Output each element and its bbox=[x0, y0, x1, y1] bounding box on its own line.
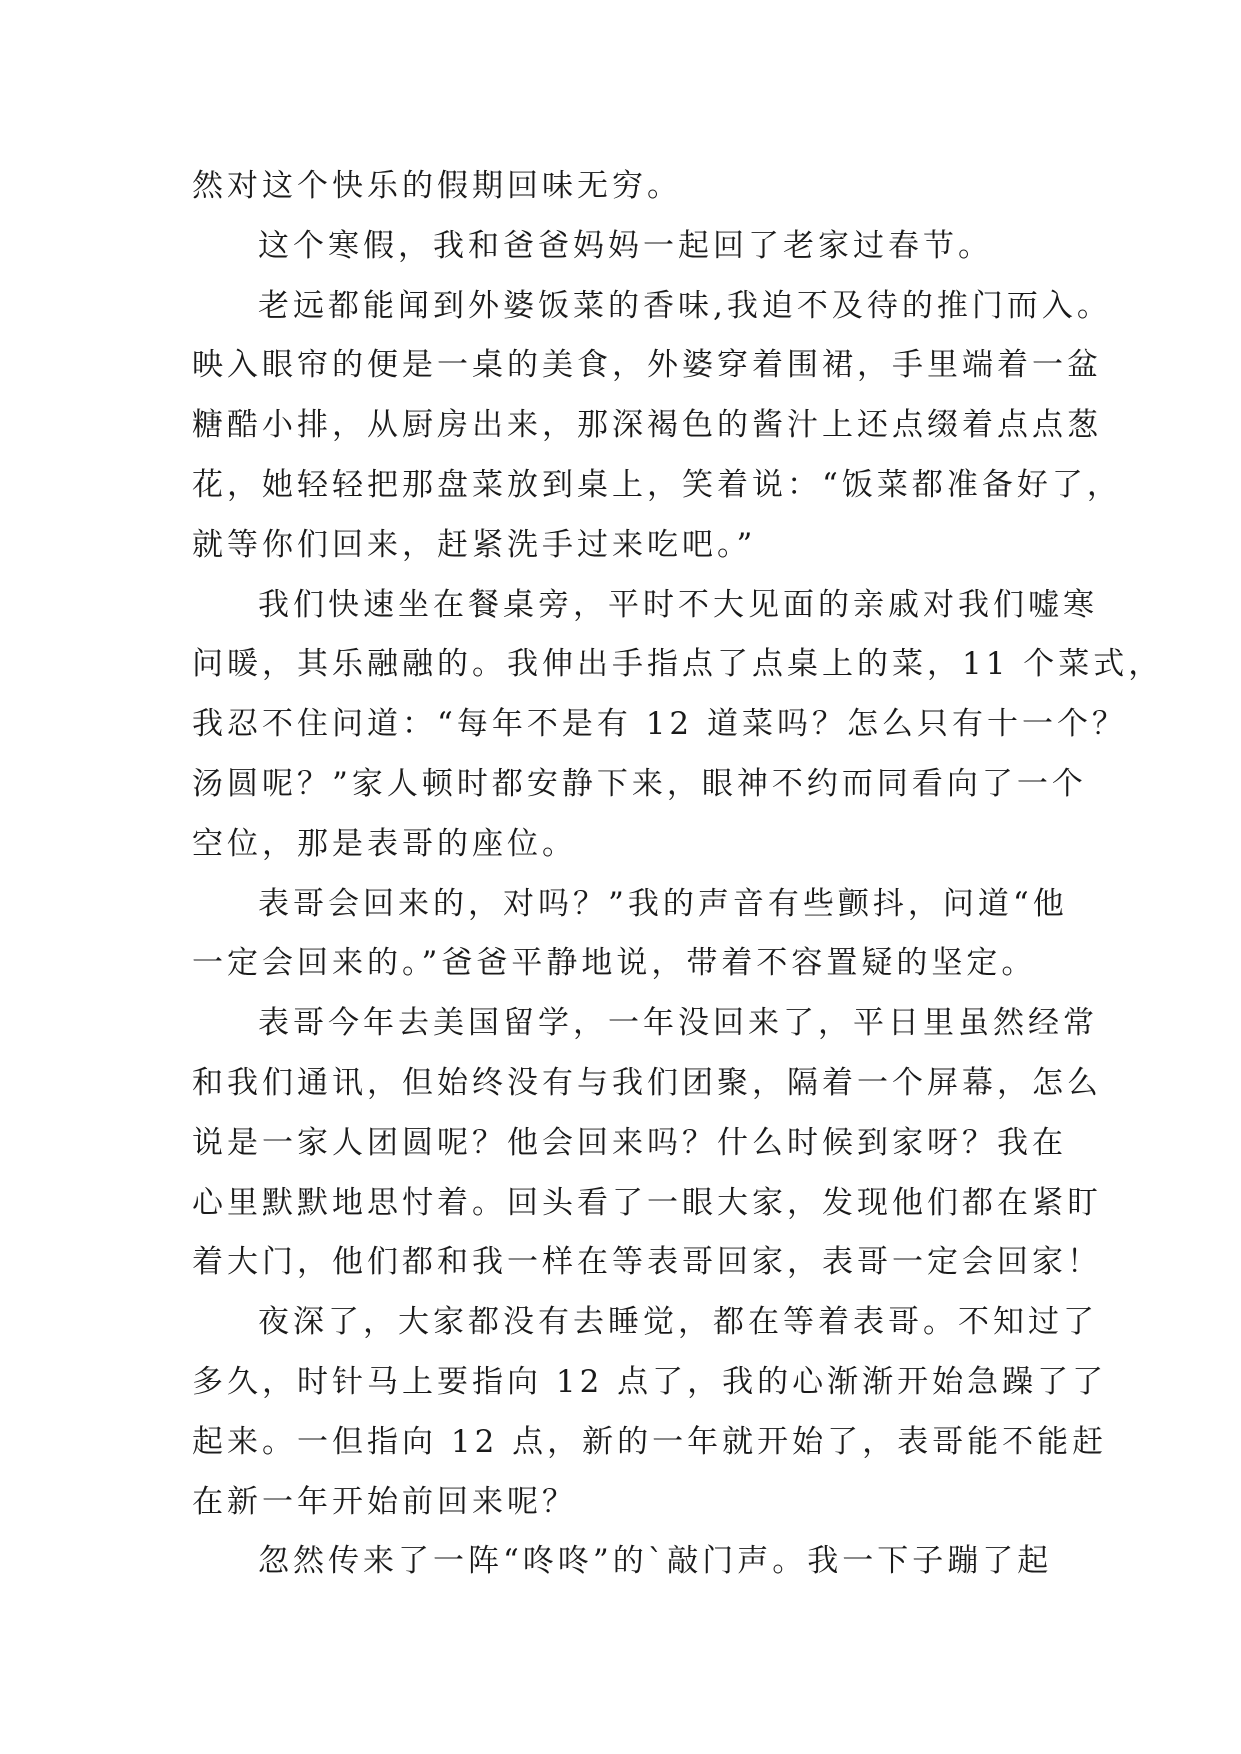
text-line: 多久，时针马上要指向 12 点了，我的心渐渐开始急躁了了 bbox=[192, 1363, 1108, 1400]
text-line: 然对这个快乐的假期回味无穷。 bbox=[192, 168, 682, 204]
text-line: 着大门，他们都和我一样在等表哥回家，表哥一定会回家！ bbox=[192, 1244, 1102, 1281]
text-line: 映入眼帘的便是一桌的美食，外婆穿着围裙，手里端着一盆 bbox=[192, 347, 1102, 384]
text-line: 我忍不住问道：“每年不是有 12 道菜吗？怎么只有十一个？ bbox=[192, 706, 1127, 743]
text-line: 问暖，其乐融融的。我伸出手指点了点桌上的菜，11 个菜式， bbox=[192, 646, 1164, 683]
text-line: 和我们通讯，但始终没有与我们团聚，隔着一个屏幕，怎么 bbox=[192, 1064, 1102, 1101]
text-line: 表哥今年去美国留学，一年没回来了，平日里虽然经常 bbox=[258, 1005, 1098, 1042]
text-line: 夜深了，大家都没有去睡觉，都在等着表哥。不知过了 bbox=[258, 1304, 1098, 1341]
text-line: 在新一年开始前回来呢？ bbox=[192, 1483, 577, 1520]
essay-body bbox=[192, 157, 1164, 1592]
text-line: 汤圆呢？”家人顿时都安静下来，眼神不约而同看向了一个 bbox=[192, 765, 1087, 802]
text-line: 一定会回来的。”爸爸平静地说，带着不容置疑的坚定。 bbox=[192, 945, 1037, 982]
text-line: 空位，那是表哥的座位。 bbox=[192, 825, 577, 862]
text-line: 说是一家人团圆呢？他会回来吗？什么时候到家呀？我在 bbox=[192, 1124, 1067, 1161]
text-line: 糖酷小排，从厨房出来，那深褐色的酱汁上还点缀着点点葱 bbox=[192, 407, 1102, 444]
text-line: 表哥会回来的，对吗？”我的声音有些颤抖，问道“他 bbox=[258, 885, 1068, 922]
text-line: 这个寒假，我和爸爸妈妈一起回了老家过春节。 bbox=[258, 227, 993, 264]
text-line: 老远都能闻到外婆饭菜的香味,我迫不及待的推门而入。 bbox=[258, 287, 1112, 324]
text-line: 就等你们回来，赶紧洗手过来吃吧。” bbox=[192, 526, 757, 563]
text-line: 花，她轻轻把那盘菜放到桌上，笑着说：“饭菜都准备好了， bbox=[192, 466, 1122, 503]
text-line: 我们快速坐在餐桌旁，平时不大见面的亲戚对我们嘘寒 bbox=[258, 586, 1098, 623]
text-line: 心里默默地思忖着。回头看了一眼大家，发现他们都在紧盯 bbox=[192, 1184, 1102, 1221]
text-line: 忽然传来了一阵“咚咚”的`敲门声。我一下子蹦了起 bbox=[258, 1543, 1053, 1580]
text-line: 起来。一但指向 12 点，新的一年就开始了，表哥能不能赶 bbox=[192, 1423, 1108, 1460]
